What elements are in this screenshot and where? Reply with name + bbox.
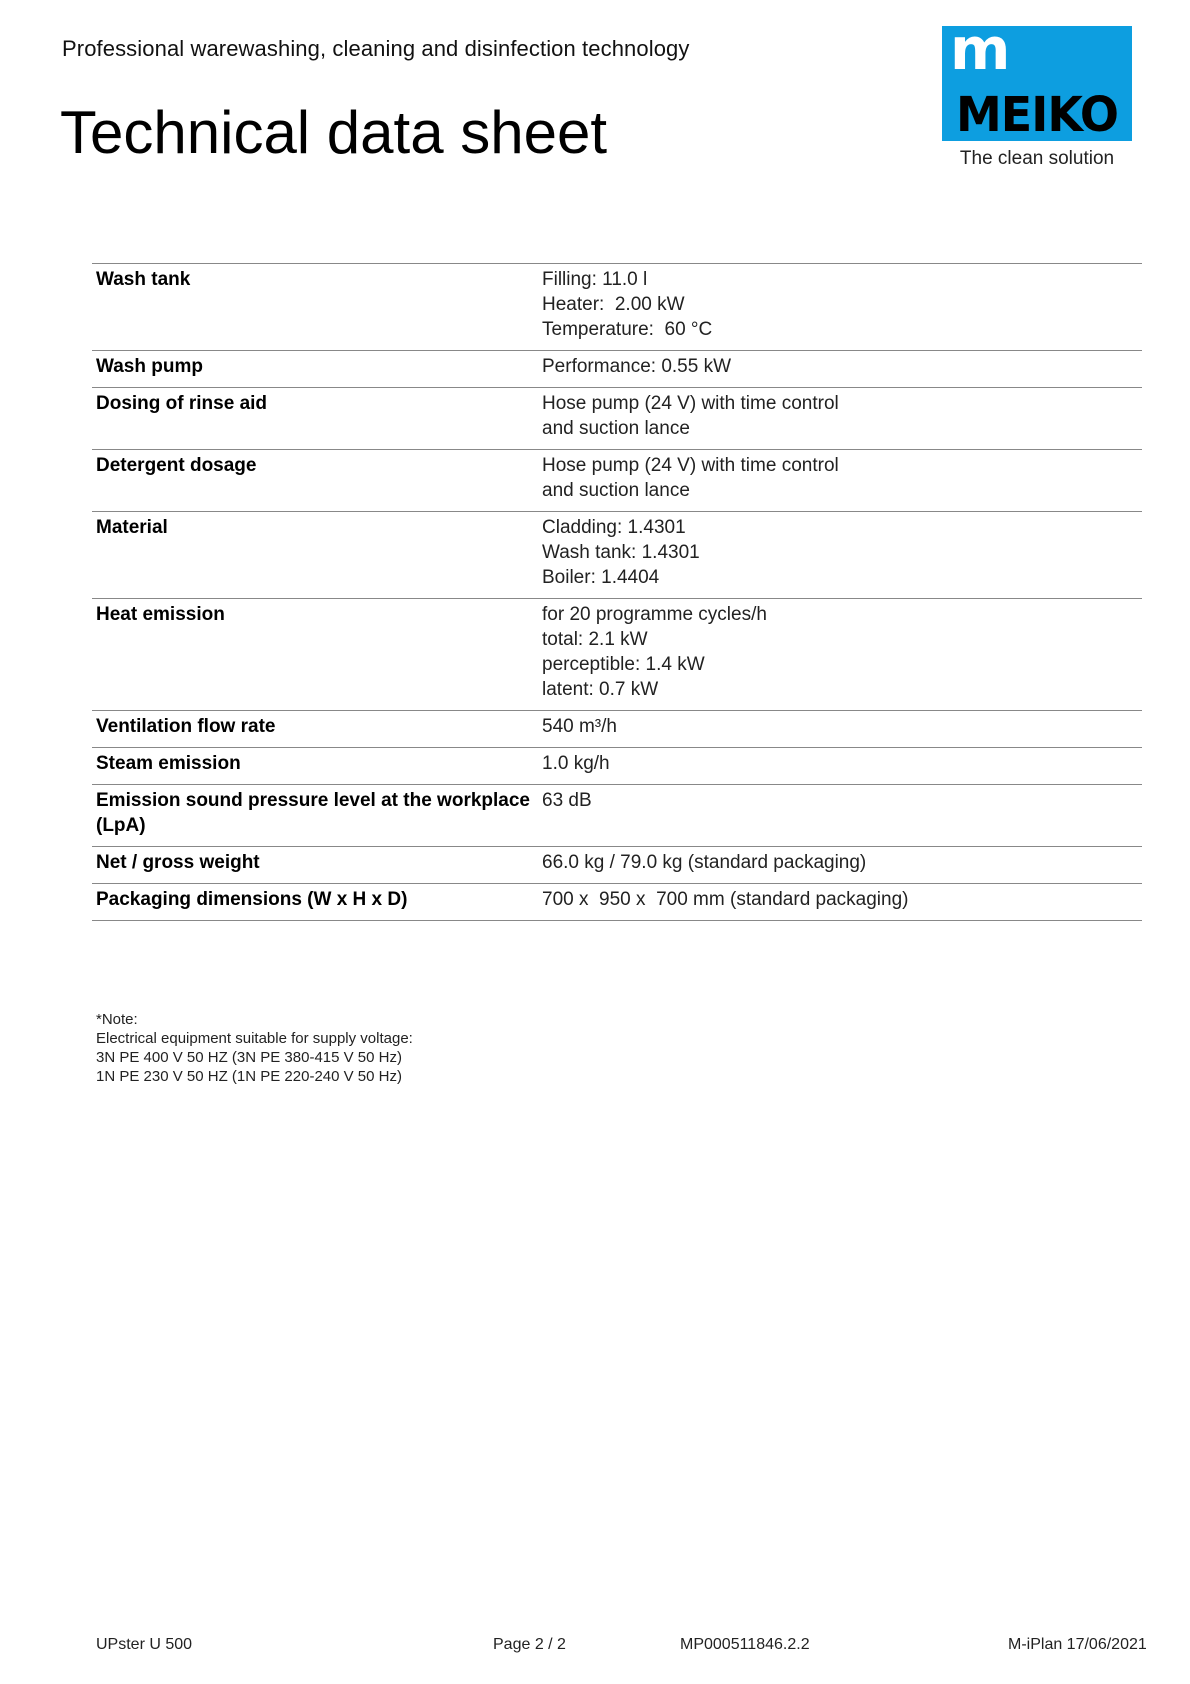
spec-value-line: 700 x 950 x 700 mm (standard packaging) bbox=[542, 889, 909, 910]
meiko-logo bbox=[942, 15, 1132, 170]
spec-label: Net / gross weight bbox=[96, 852, 260, 873]
spec-value bbox=[542, 602, 1142, 702]
footer-model: UPster U 500 bbox=[96, 1636, 193, 1653]
supply-voltage-note bbox=[96, 1010, 413, 1086]
spec-label: Material bbox=[96, 517, 168, 538]
spec-value-line: 63 dB bbox=[542, 790, 592, 811]
spec-value-line: Cladding: 1.4301 bbox=[542, 517, 686, 538]
spec-value bbox=[542, 453, 1142, 503]
spec-value-line: Hose pump (24 V) with time control bbox=[542, 455, 839, 476]
spec-value-line: 1.0 kg/h bbox=[542, 753, 610, 774]
logo-mark: m bbox=[950, 15, 1009, 83]
note-line: *Note: bbox=[96, 1011, 138, 1028]
spec-value-line: and suction lance bbox=[542, 418, 690, 439]
spec-value-line: Heater: 2.00 kW bbox=[542, 294, 685, 315]
spec-value bbox=[542, 267, 1142, 342]
spec-value bbox=[542, 391, 1142, 441]
spec-value-line: perceptible: 1.4 kW bbox=[542, 654, 705, 675]
spec-value bbox=[542, 751, 1142, 776]
spec-value-line: 540 m³/h bbox=[542, 716, 617, 737]
spec-value-line: Performance: 0.55 kW bbox=[542, 356, 732, 377]
spec-value-line: total: 2.1 kW bbox=[542, 629, 648, 650]
spec-row bbox=[92, 884, 1142, 921]
spec-row bbox=[92, 264, 1142, 351]
spec-row bbox=[92, 599, 1142, 711]
spec-row bbox=[92, 512, 1142, 599]
footer-source-date: M-iPlan 17/06/2021 bbox=[1008, 1636, 1147, 1653]
spec-label: Detergent dosage bbox=[96, 455, 257, 476]
spec-label: Wash tank bbox=[96, 269, 191, 290]
spec-label: Emission sound pressure level at the workplace (LpA) bbox=[96, 790, 530, 836]
spec-row bbox=[92, 388, 1142, 450]
document-title: Technical data sheet bbox=[60, 99, 608, 166]
spec-label: Dosing of rinse aid bbox=[96, 393, 268, 414]
spec-value-line: Filling: 11.0 l bbox=[542, 269, 648, 290]
spec-value-line: 66.0 kg / 79.0 kg (standard packaging) bbox=[542, 852, 867, 873]
note-line: 1N PE 230 V 50 HZ (1N PE 220-240 V 50 Hz) bbox=[96, 1068, 402, 1085]
logo-tagline: The clean solution bbox=[959, 148, 1115, 169]
spec-table bbox=[92, 263, 1142, 921]
spec-value-line: latent: 0.7 kW bbox=[542, 679, 659, 700]
spec-value bbox=[542, 850, 1142, 875]
spec-label: Ventilation flow rate bbox=[96, 716, 276, 737]
spec-label: Steam emission bbox=[96, 753, 241, 774]
note-line: Electrical equipment suitable for supply voltage: bbox=[96, 1030, 413, 1047]
spec-label: Heat emission bbox=[96, 604, 225, 625]
spec-value-line: Wash tank: 1.4301 bbox=[542, 542, 700, 563]
spec-row bbox=[92, 351, 1142, 388]
document-subtitle: Professional warewashing, cleaning and disinfection technology bbox=[62, 36, 690, 61]
spec-row bbox=[92, 785, 1142, 847]
spec-value bbox=[542, 515, 1142, 590]
footer-doc-id: MP000511846.2.2 bbox=[680, 1636, 810, 1653]
spec-label: Wash pump bbox=[96, 356, 203, 377]
spec-value-line: Hose pump (24 V) with time control bbox=[542, 393, 839, 414]
spec-value-line: Boiler: 1.4404 bbox=[542, 567, 660, 588]
spec-label: Packaging dimensions (W x H x D) bbox=[96, 889, 408, 910]
spec-value bbox=[542, 714, 1142, 739]
spec-value bbox=[542, 887, 1142, 912]
spec-row bbox=[92, 847, 1142, 884]
spec-value-line: for 20 programme cycles/h bbox=[542, 604, 767, 625]
spec-value bbox=[542, 354, 1142, 379]
footer-page: Page 2 / 2 bbox=[493, 1636, 566, 1653]
spec-value-line: Temperature: 60 °C bbox=[542, 319, 713, 340]
spec-row bbox=[92, 711, 1142, 748]
logo-name: MEIKO bbox=[956, 85, 1118, 143]
spec-value bbox=[542, 788, 1142, 838]
note-line: 3N PE 400 V 50 HZ (3N PE 380-415 V 50 Hz) bbox=[96, 1049, 402, 1066]
spec-value-line: and suction lance bbox=[542, 480, 690, 501]
spec-row bbox=[92, 450, 1142, 512]
logo-box bbox=[942, 15, 1132, 143]
spec-row bbox=[92, 748, 1142, 785]
